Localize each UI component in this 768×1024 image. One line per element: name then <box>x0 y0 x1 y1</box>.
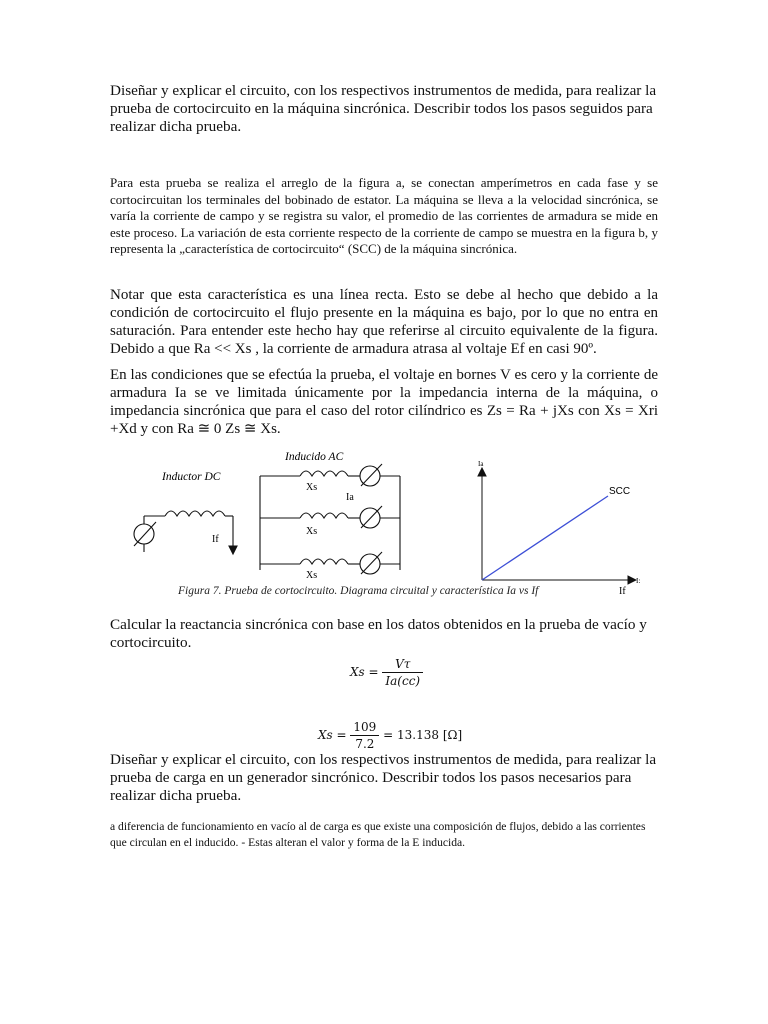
formula-2-result: = 13.138 [Ω] <box>383 728 463 742</box>
formula-2-numerator: 109 <box>350 720 379 736</box>
xs-label-3: Xs <box>306 570 318 581</box>
scc-label: SCC <box>609 486 631 497</box>
xs-label-1: Xs <box>306 482 318 493</box>
question-short-circuit-test: Diseñar y explicar el circuito, con los respectivos instrumentos de medida, para realizar la prueba de cortocircuito en la máquina sincrónica. Describir todos los pasos seguidos para realizar dicha prueba. <box>110 82 657 135</box>
field-coil <box>165 511 225 516</box>
x-axis-label: I: <box>636 577 641 585</box>
formula-1-lhs: Xs = <box>350 665 379 679</box>
paragraph-test-conditions: En las condiciones que se efectúa la prueba, el voltaje en bornes V es cero y la corriente de armadura Ia se ve limitada únicamente por la impedancia interna de la máquina, o impedancia sincrónica que para el caso del rotor cilíndrico es Zs = Ra + jXs con Xs = Xri +Xd y con Ra ≅ 0 Zs ≅ Xs. <box>110 367 658 437</box>
xs-label-2: Xs <box>306 526 318 537</box>
xs-coil-3 <box>300 559 348 564</box>
ia-label: Ia <box>346 492 354 503</box>
formula-2-denominator: 7.2 <box>355 737 375 751</box>
scc-line <box>482 496 608 580</box>
short-circuit-figure <box>120 446 660 606</box>
formula-1-denominator: Ia(cc) <box>385 674 421 688</box>
formula-xs-general <box>350 657 423 688</box>
inducido-ac-label: Inducido AC <box>285 451 344 463</box>
if-arrow <box>229 546 237 554</box>
field-circuit <box>134 511 237 554</box>
if-label: If <box>212 534 219 545</box>
question-synchronous-reactance: Calcular la reactancia sincrónica con base en los datos obtenidos en la prueba de vacío y cortocircuito. <box>110 616 647 651</box>
inductor-dc-label: Inductor DC <box>162 471 221 483</box>
paragraph-straight-line: Notar que esta característica es una línea recta. Esto se debe al hecho que debido a la condición de cortocircuito el flujo presente en la máquina es bajo, por lo que no entra en saturación. Para entender este hecho hay que referirse al circuito equivalente de la figura. Debido a que Ra << Xs , la corriente de armadura atrasa al voltaje Ef en casi 90º. <box>110 287 658 357</box>
x-axis-sub-label: If <box>619 586 626 597</box>
figure-caption: Figura 7. Prueba de cortocircuito. Diagrama circuital y característica Ia vs If <box>178 585 539 597</box>
formula-2-lhs: Xs = <box>318 728 347 742</box>
formula-1-numerator: Vτ <box>382 657 423 673</box>
paragraph-test-setup: Para esta prueba se realiza el arreglo de la figura a, se conectan amperímetros en cada fase y se cortocircuitan los terminales del bobinado de estator. La máquina se lleva a la velocidad sincrónica, se varía la corriente de campo y se registra su valor, el promedio de las corrientes de armadura se mide en este proceso. La variación de esta corriente respecto de la corriente de campo se muestra en la figura b, y representa la „característica de cortocircuito“ (SCC) de la máquina sincrónica. <box>110 175 658 257</box>
formula-xs-value <box>318 720 462 751</box>
xs-coil-1 <box>300 471 348 476</box>
xs-coil-2 <box>300 513 348 518</box>
paragraph-load-difference: a diferencia de funcionamiento en vacío al de carga es que existe una composición de flujos, debido a las corrientes que circulan en el inducido. - Estas alteran el valor y forma de la E inducida. <box>110 820 646 849</box>
y-axis-label: Ia <box>478 460 484 468</box>
question-load-test: Diseñar y explicar el circuito, con los respectivos instrumentos de medida, para realizar la prueba de carga en un generador sincrónico. Describir todos los pasos necesarios para realizar dicha prueba. <box>110 751 657 804</box>
ammeter-arrow <box>134 522 156 546</box>
armature-circuit <box>260 464 400 574</box>
